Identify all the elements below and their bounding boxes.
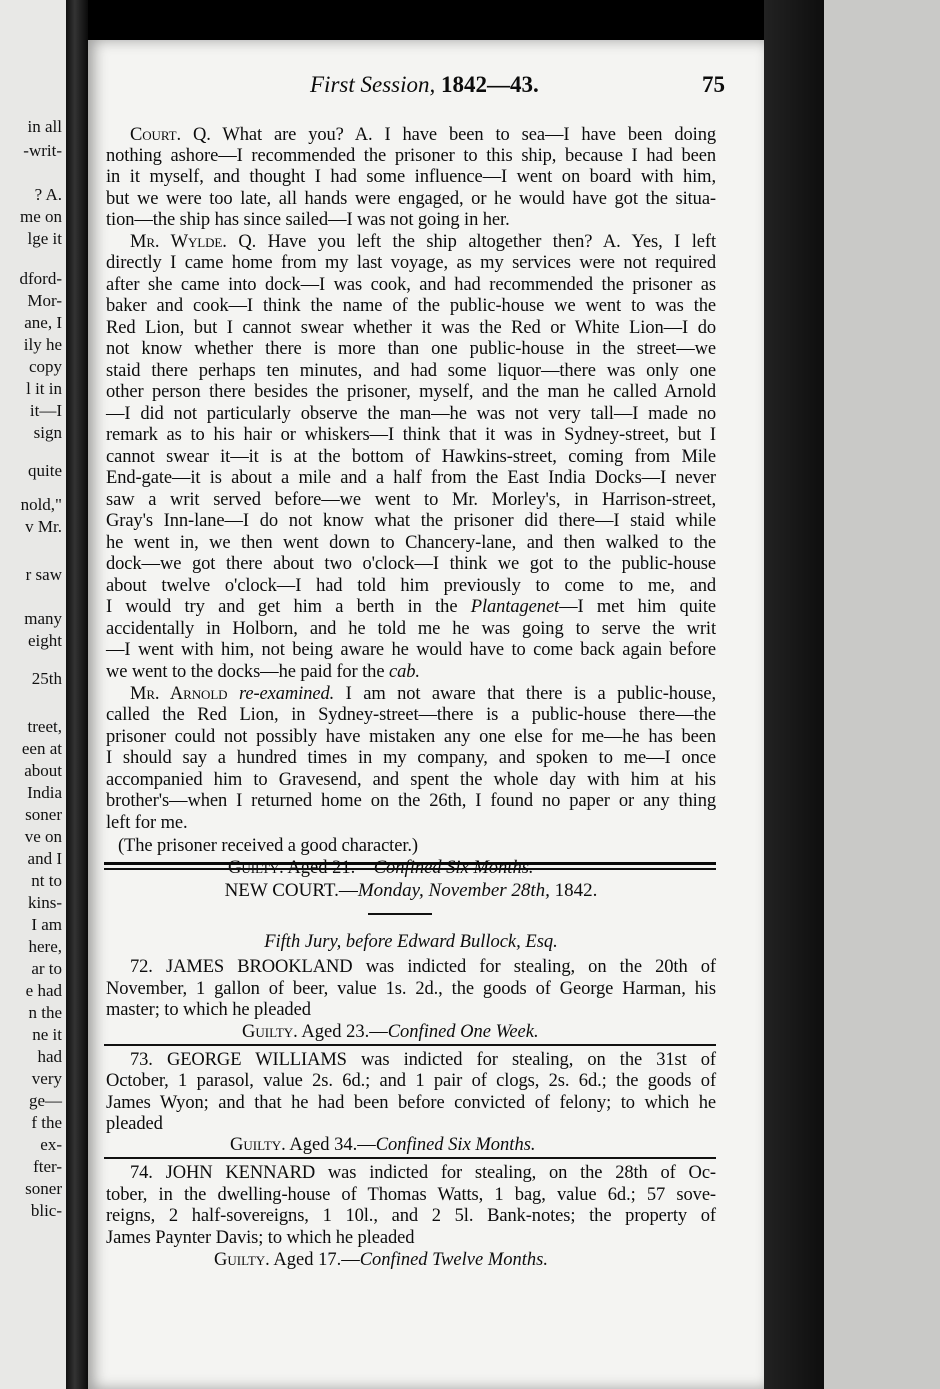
left-page-fragment: ? A. xyxy=(34,185,62,204)
left-page-fragment: dford- xyxy=(19,269,62,288)
case-rule xyxy=(104,1157,716,1159)
left-page-fragment: ve on xyxy=(24,827,62,846)
page-number: 75 xyxy=(702,72,725,97)
court-line-1: Court. Q. What are you? A. I have been to sea—I have been doing xyxy=(130,125,716,145)
text-line: prisoner could not possibly have mistaken any one else for me—he has been xyxy=(106,727,716,747)
left-page-fragment: l it in xyxy=(26,379,62,398)
verdict-73: Guilty. Aged 34.—Confined Six Months. xyxy=(230,1135,536,1155)
left-page-fragment: 25th xyxy=(31,669,62,688)
left-page-fragment: in all xyxy=(27,117,62,136)
text-line: I should say a hundred times in my company, and spoken to me—I once xyxy=(106,748,716,768)
text-line: staid there perhaps ten minutes, and had some liquor—there was only one xyxy=(106,361,716,381)
verdict-74: Guilty. Aged 17.—Confined Twelve Months. xyxy=(214,1250,548,1270)
left-page-fragment: soner xyxy=(25,1179,62,1198)
case-72-line-1: 72. JAMES BROOKLAND was indicted for stealing, on the 20th of xyxy=(130,957,716,977)
left-page-fragment: ex- xyxy=(40,1135,62,1154)
text-line: cannot swear it—it is at the bottom of Hawkins-street, coming from Mile xyxy=(106,447,716,467)
text-line: End-gate—it is about a mile and a half from the East India Docks—I never xyxy=(106,468,716,488)
left-page-fragment: nold," xyxy=(20,495,62,514)
text-line: other person there besides the prisoner, myself, and the man he called Arnold xyxy=(106,382,716,402)
left-page-fragment: Mor- xyxy=(27,291,62,310)
text-line: James Wyon; and that he had been before convicted of felony; to which he xyxy=(106,1093,716,1113)
header-session: First Session, xyxy=(310,72,436,97)
left-page-fragment: e had xyxy=(25,981,62,1000)
header-year: 1842—43. xyxy=(440,72,539,97)
defendant-name: JOHN KENNARD xyxy=(165,1163,316,1183)
text-line: Red Lion, but I cannot swear whether it was the Red or White Lion—I do xyxy=(106,318,716,338)
text-line-cab: we went to the docks—he paid for the cab. xyxy=(106,662,420,682)
text-line: November, 1 gallon of beer, value 1s. 2d., the goods of George Harman, his xyxy=(106,979,716,999)
left-page-fragment: ge— xyxy=(28,1091,62,1110)
text-line: —I did not particularly observe the man—he was not very tall—I made no xyxy=(106,404,716,424)
left-page-fragment: v Mr. xyxy=(25,517,62,536)
case-rule xyxy=(104,1044,716,1046)
case-number: 72. xyxy=(130,957,153,977)
left-page-fragment: had xyxy=(37,1047,62,1066)
case-74-line-1: 74. JOHN KENNARD was indicted for stealing, on the 28th of Oc- xyxy=(130,1163,716,1183)
case-number: 74. xyxy=(130,1163,153,1183)
speaker-arnold: Mr. Arnold xyxy=(130,684,228,704)
left-page-fragment: n the xyxy=(28,1003,62,1022)
text-line: reigns, 2 half-sovereigns, 1 10l., and 2 5l. Bank-notes; the property of xyxy=(106,1206,716,1226)
left-page-fragment: and I xyxy=(27,849,62,868)
text-line: tober, in the dwelling-house of Thomas Watts, 1 bag, value 6d.; 57 sove- xyxy=(106,1185,716,1205)
text-line: Gray's Inn-lane—I do not know what the prisoner did there—I staid while xyxy=(106,511,716,531)
left-page-fragment: quite xyxy=(28,461,62,480)
defendant-name: GEORGE WILLIAMS xyxy=(166,1050,347,1070)
background-surface xyxy=(824,0,940,1389)
book-cover-edge xyxy=(764,0,824,1389)
speaker-wylde: Mr. Wylde. xyxy=(130,232,227,252)
left-page-fragment: me on xyxy=(19,207,62,226)
text-line-ship: I would try and get him a berth in the Plantagenet—I met him quite xyxy=(106,597,716,617)
left-page-fragment: blic- xyxy=(30,1201,62,1220)
book-gutter xyxy=(66,0,88,1389)
left-page-fragment: kins- xyxy=(28,893,62,912)
text-line: saw a writ served before—we went to Mr. Morley's, in Harrison-street, xyxy=(106,490,716,510)
text-line: —I went with him, not being aware he would have to come back again before xyxy=(106,640,716,660)
case-number: 73. xyxy=(130,1050,153,1070)
text-line: tion—the ship has since sailed—I was not going in her. xyxy=(106,210,510,230)
case-73-line-1: 73. GEORGE WILLIAMS was indicted for stealing, on the 31st of xyxy=(130,1050,716,1070)
text-line: accompanied him to Gravesend, and spent the whole day with him at his xyxy=(106,770,716,790)
left-page-fragment: fter- xyxy=(33,1157,62,1176)
defendant-name: JAMES BROOKLAND xyxy=(166,957,353,977)
character-note: (The prisoner received a good character.) xyxy=(118,836,418,856)
left-page-fragment: soner xyxy=(25,805,62,824)
text-line: called the Red Lion, in Sydney-street—there is a public-house there—the xyxy=(106,705,716,725)
left-page-fragment: very xyxy=(31,1069,62,1088)
text-line: nothing ashore—I recommended the prisoner to this ship, because I had been xyxy=(106,146,716,166)
left-page-fragment: I am xyxy=(31,915,62,934)
text-line: left for me. xyxy=(106,813,188,833)
text-line: about twelve o'clock—I had told him previously to come to me, and xyxy=(106,576,716,596)
left-page-fragment: copy xyxy=(28,357,62,376)
left-page-fragment: ily he xyxy=(23,335,62,354)
text-line: remark as to his hair or whiskers—I think that it was in Sydney-street, but I xyxy=(106,425,716,445)
running-header xyxy=(310,72,539,98)
left-page-fragment: sign xyxy=(33,423,62,442)
text-line: accidentally in Holborn, and he told me he was going to serve the writ xyxy=(106,619,716,639)
text-line: brother's—when I returned home on the 26th, I found no paper or any thing xyxy=(106,791,716,811)
left-page-fragment: ane, I xyxy=(24,313,62,332)
text-line: master; to which he pleaded xyxy=(106,1000,311,1020)
left-page-fragment: r saw xyxy=(25,565,62,584)
text-line: after she came into dock—I was cook, and had recommended the prisoner as xyxy=(106,275,716,295)
left-page-fragment: ar to xyxy=(31,959,62,978)
left-page-fragment: about xyxy=(24,761,62,780)
text-line: directly I came home from my last voyage, as my services were not required xyxy=(106,253,716,273)
text-line: dock—we got there about two o'clock—I think we got to the public-house xyxy=(106,554,716,574)
left-page-fragment: it—I xyxy=(29,401,62,420)
text-line: pleaded xyxy=(106,1114,163,1134)
left-page-fragment: here, xyxy=(28,937,62,956)
left-page-fragment: een at xyxy=(21,739,62,758)
text-line: baker and cook—I think the name of the public-house we went to was the xyxy=(106,296,716,316)
new-court-heading: NEW COURT.—Monday, November 28th, 1842. xyxy=(224,880,598,901)
left-page-fragment: -writ- xyxy=(23,141,62,160)
text-line: he went in, we then went down to Chancery-lane, and then walked to the xyxy=(106,533,716,553)
jury-line: Fifth Jury, before Edward Bullock, Esq. xyxy=(264,932,558,952)
left-page-fragment: treet, xyxy=(27,717,62,736)
short-rule xyxy=(368,913,432,915)
text-line: not know whether there is more than one public-house in the street—we xyxy=(106,339,716,359)
left-page-fragment: nt to xyxy=(31,871,62,890)
left-page-edge xyxy=(0,0,68,1389)
speaker-court: Court. xyxy=(130,125,181,145)
left-page-fragment: many xyxy=(24,609,62,628)
left-page-fragment: India xyxy=(27,783,62,802)
text-line: October, 1 parasol, value 2s. 6d.; and 1 pair of clogs, 2s. 6d.; the goods of xyxy=(106,1071,716,1091)
left-page-fragment: ne it xyxy=(32,1025,62,1044)
section-rule-thin xyxy=(104,868,716,870)
text-line: in it myself, and thought I had some influence—I went on board with him, xyxy=(106,167,716,187)
left-page-fragment: f the xyxy=(31,1113,62,1132)
ship-name: Plantagenet xyxy=(470,597,560,617)
text-line: James Paynter Davis; to which he pleaded xyxy=(106,1228,415,1248)
arnold-line-1: Mr. Arnold re-examined. I am not aware that there is a public-house, xyxy=(130,684,716,704)
verdict-first: Guilty. Aged 21.—Confined Six Months. xyxy=(228,858,534,878)
wylde-line-1: Mr. Wylde. Q. Have you left the ship altogether then? A. Yes, I left xyxy=(130,232,716,252)
verdict-72: Guilty. Aged 23.—Confined One Week. xyxy=(242,1022,539,1042)
left-page-fragment: lge it xyxy=(27,229,62,248)
section-rule xyxy=(104,862,716,865)
text-line: but we were too late, all hands were engaged, or he would have got the situa- xyxy=(106,189,716,209)
left-page-fragment: eight xyxy=(28,631,62,650)
